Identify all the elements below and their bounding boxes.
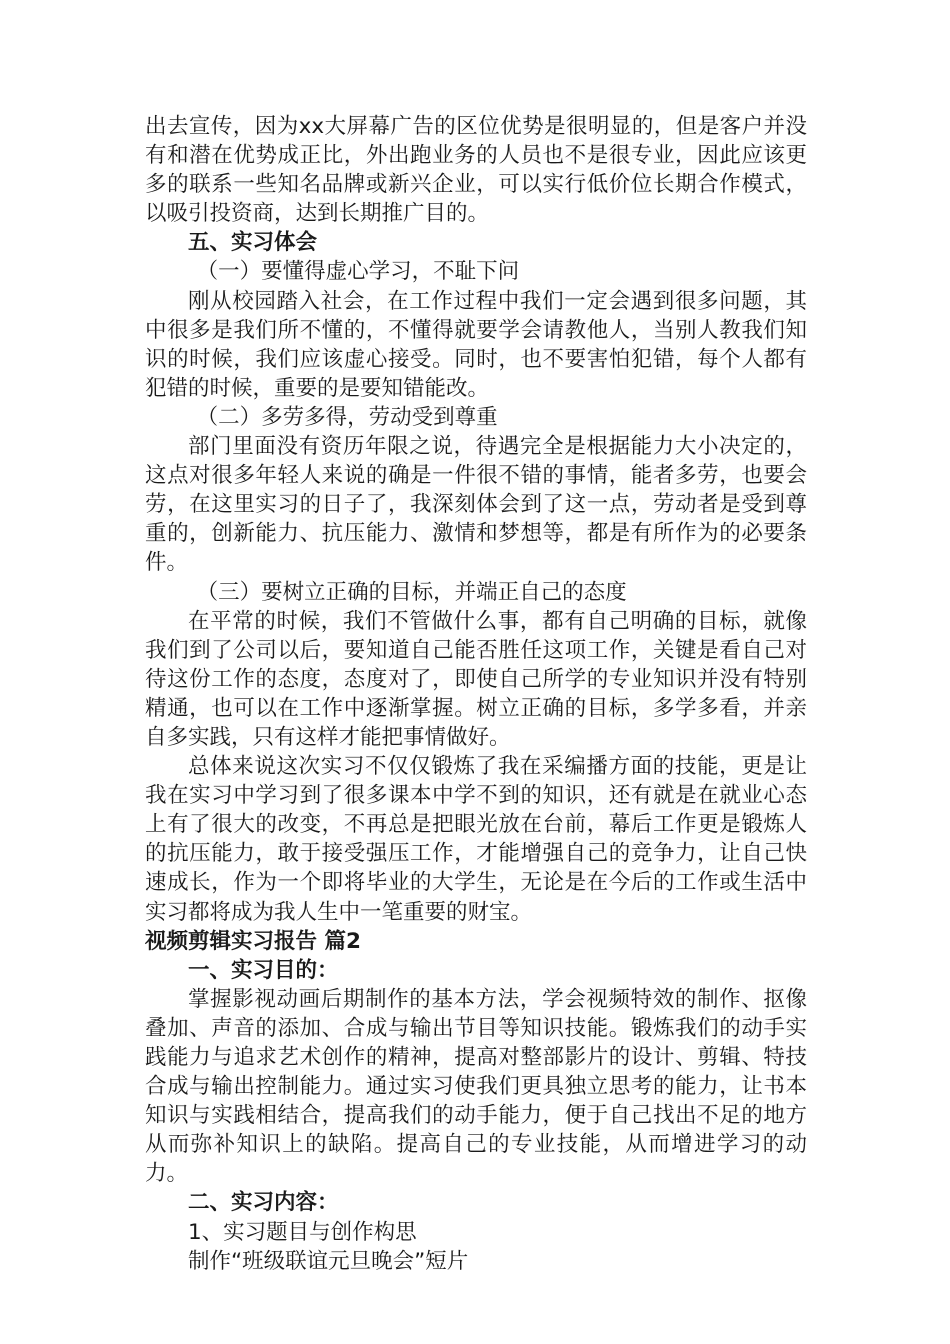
paragraph-right-goals: 在平常的时候，我们不管做什么事，都有自己明确的目标，就像我们到了公司以后，要知道自己能否胜任这项工作，关键是看自己对待这份工作的态度，态度对了，即使自己所学的专业知识并没有特别精通，也可以在工作中逐渐掌握。树立正确的目标，多学多看，并亲自多实践，只有这样才能把事情做好。 [145, 608, 807, 750]
paragraph-summary: 总体来说这次实习不仅仅锻炼了我在采编播方面的技能，更是让我在实习中学习到了很多课本中学不到的知识，还有就是在就业心态上有了很大的改变，不再总是把眼光放在台前，幕后工作更是锻炼人的抗压能力，敢于接受强压工作，才能增强自己的竞争力，让自己快速成长，作为一个即将毕业的大学生，无论是在今后的工作或生活中实习都将成为我人生中一笔重要的财宝。 [145, 754, 807, 925]
subheading-labor-respect: （二）多劳多得，劳动受到尊重 [196, 404, 498, 430]
subheading-humble-learning: （一）要懂得虚心学习，不耻下问 [196, 259, 520, 285]
paragraph-humble-learning: 刚从校园踏入社会，在工作过程中我们一定会遇到很多问题，其中很多是我们所不懂的，不懂得就要学会请教他人，当别人教我们知识的时候，我们应该虚心接受。同时，也不要害怕犯错，每个人都有犯错的时候，重要的是要知错能改。 [145, 288, 807, 401]
paragraph-internship-purpose: 掌握影视动画后期制作的基本方法，学会视频特效的制作、抠像叠加、声音的添加、合成与输出节目等知识技能。锻炼我们的动手实践能力与追求艺术创作的精神，提高对整部影片的设计、剪辑、特技合成与输出控制能力。通过实习使我们更具独立思考的能力，让书本知识与实践相结合，提高我们的动手能力，便于自己找出不足的地方从而弥补知识上的缺陷。提高自己的专业技能，从而增进学习的动力。 [145, 986, 807, 1187]
subheading-right-goals: （三）要树立正确的目标，并端正自己的态度 [196, 579, 627, 605]
report-title-part2: 视频剪辑实习报告 篇2 [145, 928, 361, 954]
list-item-topic: 1、实习题目与创作构思 [188, 1219, 417, 1245]
document-page [145, 112, 807, 1276]
paragraph-labor-respect: 部门里面没有资历年限之说，待遇完全是根据能力大小决定的，这点对很多年轻人来说的确是一件很不错的事情，能者多劳，也要会劳，在这里实习的日子了，我深刻体会到了这一点，劳动者是受到尊重的，创新能力、抗压能力、激情和梦想等，都是有所作为的必要条件。 [145, 434, 807, 576]
heading-internship-experience: 五、实习体会 [188, 230, 318, 256]
heading-internship-purpose: 一、实习目的： [188, 957, 339, 983]
list-item-short-film: 制作“班级联谊元旦晚会”短片 [188, 1248, 469, 1274]
paragraph-publicity: 出去宣传，因为xx大屏幕广告的区位优势是很明显的，但是客户并没有和潜在优势成正比，外出跑业务的人员也不是很专业，因此应该更多的联系一些知名品牌或新兴企业，可以实行低价位长期合作模式，以吸引投资商，达到长期推广目的。 [145, 114, 807, 227]
heading-internship-content: 二、实习内容： [188, 1190, 339, 1216]
